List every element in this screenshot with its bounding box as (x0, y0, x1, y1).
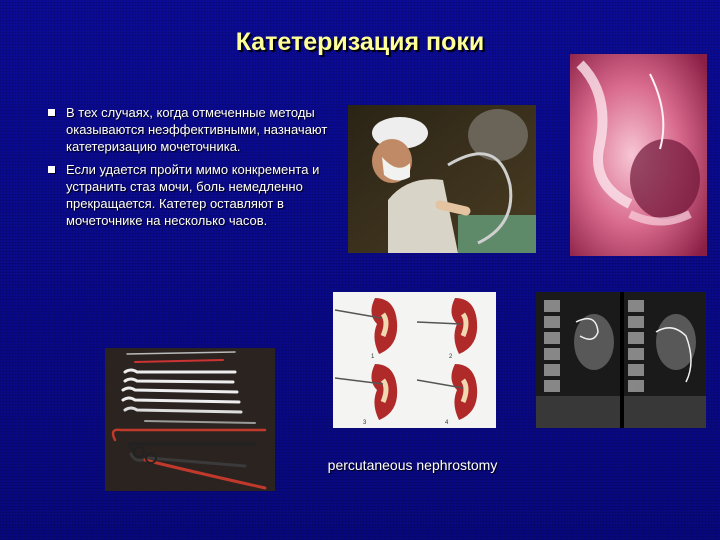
diagram-number: 1 (371, 354, 375, 360)
kidney-diagrams (333, 292, 496, 428)
bullet-list (44, 104, 340, 235)
xray-bw (536, 292, 706, 428)
bullet-text: В тех случаях, когда отмеченные методы оказываются неэффективными, назначают катетеризацию мочеточника. (66, 105, 328, 154)
square-bullet-icon (48, 166, 55, 173)
diagram-number: 4 (445, 420, 449, 426)
slide-title: Катетеризация поки (235, 28, 485, 56)
square-bullet-icon (48, 109, 55, 116)
bullet-text: Если удается пройти мимо конкремента и устранить стаз мочи, боль немедленно прекращается. Катетер оставляют в мочеточнике на несколько часов. (66, 162, 320, 228)
diagram-number: 3 (363, 420, 367, 426)
xray-pink (570, 54, 707, 256)
image-caption: percutaneous nephrostomy (327, 457, 498, 473)
bullet-item (44, 161, 340, 229)
diagram-number: 2 (449, 354, 453, 360)
surgeon-photo (348, 105, 536, 253)
catheters-photo (105, 348, 275, 491)
bullet-item (44, 104, 340, 155)
